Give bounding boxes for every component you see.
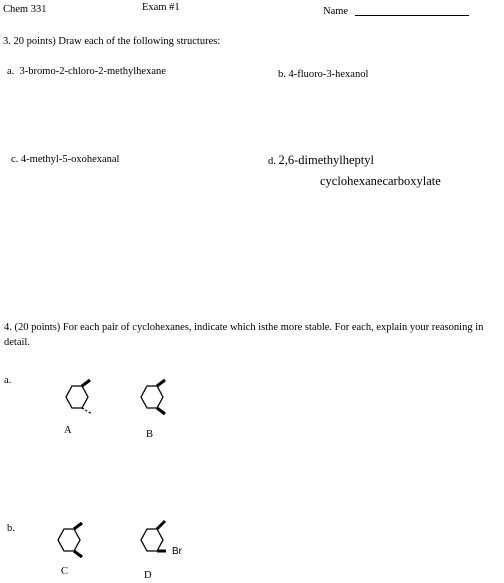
label-a: A: [64, 425, 72, 436]
name-blank-line[interactable]: [355, 15, 469, 16]
molecule-c: [50, 518, 110, 563]
q3a-text: 3-bromo-2-chloro-2-methylhexane: [19, 66, 166, 77]
label-d: D: [144, 570, 152, 581]
q3d-item: [268, 153, 374, 168]
q3b-text: 4-fluoro-3-hexanol: [288, 69, 369, 80]
q3-prompt: 3. 20 points) Draw each of the following structures:: [3, 36, 221, 47]
exam-label: Exam #1: [142, 2, 180, 13]
name-label: Name: [323, 6, 349, 17]
q3b-item: [278, 69, 368, 81]
label-b: B: [146, 429, 154, 440]
label-c: C: [61, 566, 69, 577]
molecule-d: [135, 518, 195, 563]
course-label: Chem 331: [3, 4, 47, 15]
q3d-text-line2: cyclohexanecarboxylate: [320, 174, 441, 188]
q4-prompt: 4. (20 points) For each pair of cyclohexanes, indicate which isthe more stable. For each, explain your reasoning in detail.: [4, 322, 484, 349]
q3d-letter: d.: [268, 156, 276, 167]
q3a-item: [7, 66, 166, 78]
q3c-text: 4-methyl-5-oxohexanal: [20, 154, 120, 165]
q3a-letter: a.: [7, 66, 15, 77]
q3c-item: [11, 154, 119, 166]
q4a-letter: a.: [4, 375, 12, 386]
substituent-br-label: Br: [172, 546, 182, 557]
molecule-b: [135, 375, 195, 420]
q3c-letter: c.: [11, 154, 19, 165]
molecule-a: [50, 375, 110, 420]
q3d-text-line1: 2,6-dimethylheptyl: [278, 153, 374, 167]
q3b-letter: b.: [278, 69, 286, 80]
q4b-letter: b.: [7, 523, 15, 534]
